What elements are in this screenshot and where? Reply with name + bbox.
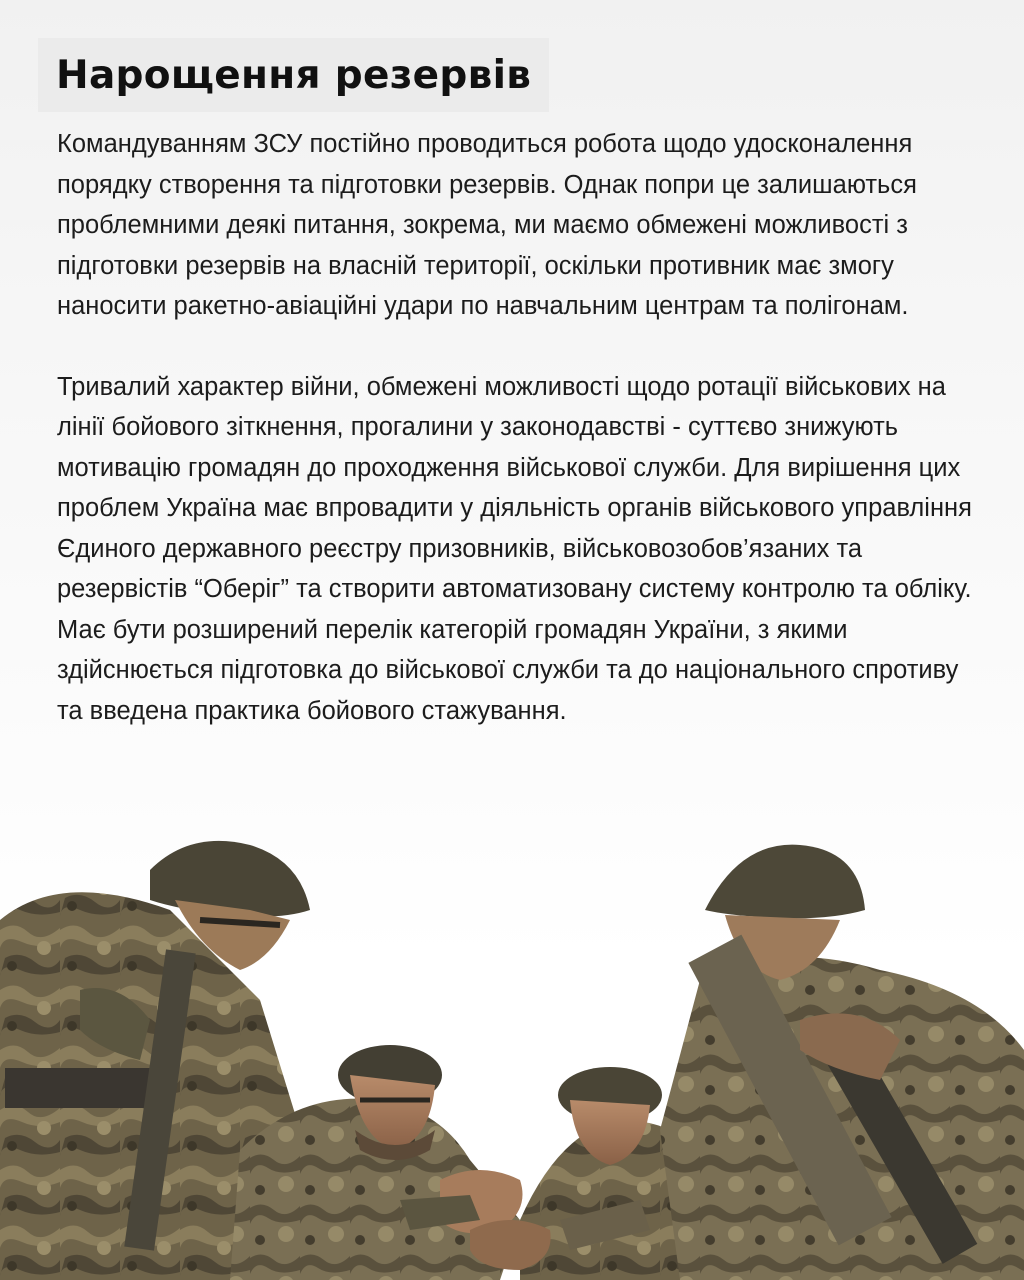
page-title: Нарощення резервів [56, 52, 532, 98]
paragraph-2: Тривалий характер війни, обмежені можливості щодо ротації військових на лінії бойового зіткнення, прогалини у законодавстві - суттєво знижують мотивацію громадян до проходження військової служби. Для вирішення цих проблем Україна має впровадити у діяльність органів військового управління Єдиного державного реєстру призовників, військовозобов’язаних та резервістів “Оберіг” та створити автоматизовану систему контролю та обліку. Має бути розширений перелік категорій громадян України, з якими здійснюється підготовка до військової служби та до національного спротиву та введена практика бойового стажування. [57, 372, 972, 725]
paragraph-1: Командуванням ЗСУ постійно проводиться робота щодо удосконалення порядку створення та підготовки резервів. Однак попри це залишаються проблемними деякі питання, зокрема, ми маємо обмежені можливості з підготовки резервів на власній території, оскільки противник має змогу наносити ракетно-авіаційні удари по навчальним центрам та полігонам. [57, 130, 917, 320]
soldier-right [660, 845, 1024, 1280]
article-body [57, 124, 987, 731]
title-box [38, 38, 549, 112]
soldiers-illustration [0, 800, 1024, 1280]
soldiers-photo [0, 800, 1024, 1280]
